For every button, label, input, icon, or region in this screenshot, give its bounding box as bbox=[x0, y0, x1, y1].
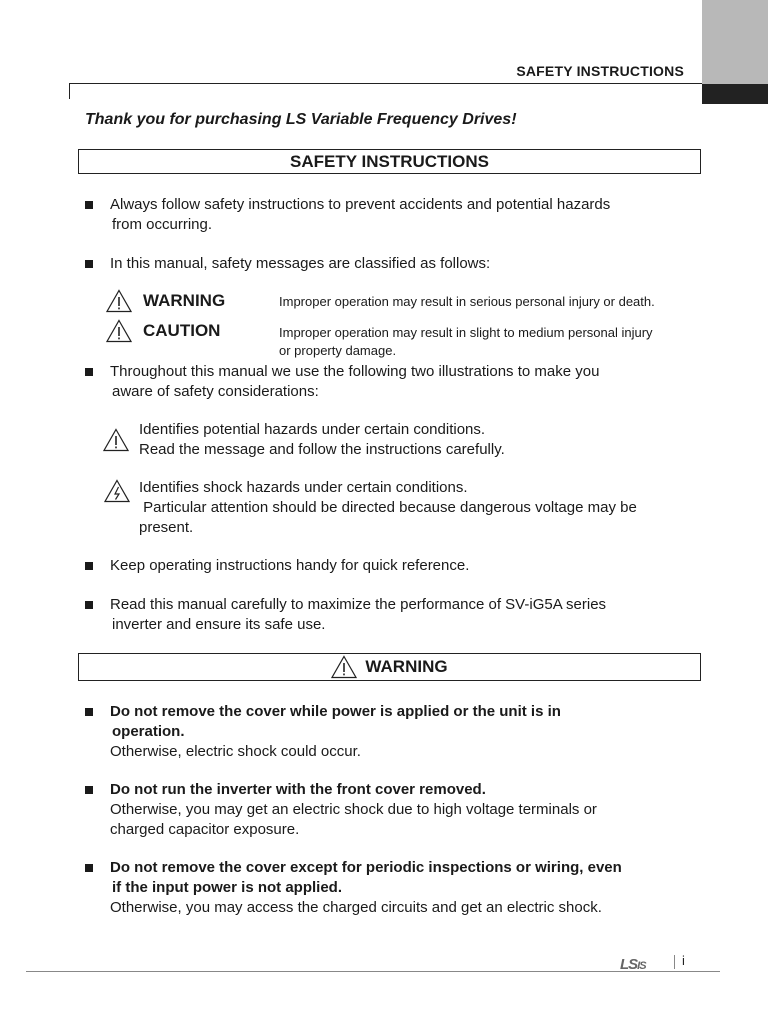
warning-icon bbox=[331, 655, 357, 679]
list-item: Keep operating instructions handy for quick reference. bbox=[110, 557, 470, 574]
section-title-box bbox=[78, 149, 701, 174]
bullet-square-icon bbox=[85, 260, 93, 268]
warning-title-box bbox=[78, 653, 701, 681]
warning-box-title: WARNING bbox=[365, 657, 448, 676]
bullet-square-icon bbox=[85, 786, 93, 794]
list-item: In this manual, safety messages are classified as follows: bbox=[110, 255, 491, 272]
list-item: Read this manual carefully to maximize the performance of SV-iG5A series inverter and ensure its safe use. bbox=[110, 596, 607, 633]
header-rule bbox=[69, 83, 702, 84]
list-item: Always follow safety instructions to prevent accidents and potential hazards from occurring. bbox=[110, 196, 611, 233]
illustration-description: Identifies shock hazards under certain conditions. Particular attention should be directed because dangerous voltage may be present. bbox=[139, 479, 637, 536]
side-tab-light bbox=[702, 0, 768, 84]
side-tab-dark bbox=[702, 84, 768, 104]
ls-is-logo: LSIS bbox=[620, 956, 646, 973]
section-title: SAFETY INSTRUCTIONS bbox=[290, 151, 489, 171]
caution-icon bbox=[106, 319, 132, 343]
illustration-description: Identifies potential hazards under certain conditions. Read the message and follow the instructions carefully. bbox=[139, 421, 505, 458]
thank-you-line: Thank you for purchasing LS Variable Frequency Drives! bbox=[85, 111, 517, 128]
running-header: SAFETY INSTRUCTIONS bbox=[516, 63, 684, 79]
footer-rule bbox=[26, 971, 720, 972]
list-item: Throughout this manual we use the following two illustrations to make you aware of safety considerations: bbox=[110, 363, 600, 400]
bullet-square-icon bbox=[85, 601, 93, 609]
footer-separator bbox=[674, 955, 675, 969]
bullet-square-icon bbox=[85, 201, 93, 209]
page-number: i bbox=[682, 953, 685, 968]
warning-icon bbox=[103, 428, 129, 452]
caution-description: Improper operation may result in slight to medium personal injury or property damage. bbox=[279, 325, 653, 358]
shock-hazard-icon bbox=[104, 479, 130, 503]
bullet-square-icon bbox=[85, 562, 93, 570]
warning-icon bbox=[106, 289, 132, 313]
warning-item: Do not remove the cover except for periodic inspections or wiring, even if the input power is not applied. Otherwise, you may access the charged circuits and get an electric shock. bbox=[110, 859, 622, 916]
caution-label: CAUTION bbox=[143, 321, 221, 340]
bullet-square-icon bbox=[85, 368, 93, 376]
warning-item: Do not run the inverter with the front cover removed. Otherwise, you may get an electric shock due to high voltage terminals or charged capacitor exposure. bbox=[110, 781, 597, 838]
bullet-square-icon bbox=[85, 708, 93, 716]
bullet-square-icon bbox=[85, 864, 93, 872]
warning-label: WARNING bbox=[143, 291, 226, 310]
warning-description: Improper operation may result in serious personal injury or death. bbox=[279, 294, 655, 309]
header-tick bbox=[69, 83, 70, 99]
warning-item: Do not remove the cover while power is applied or the unit is in operation. Otherwise, electric shock could occur. bbox=[110, 703, 561, 760]
